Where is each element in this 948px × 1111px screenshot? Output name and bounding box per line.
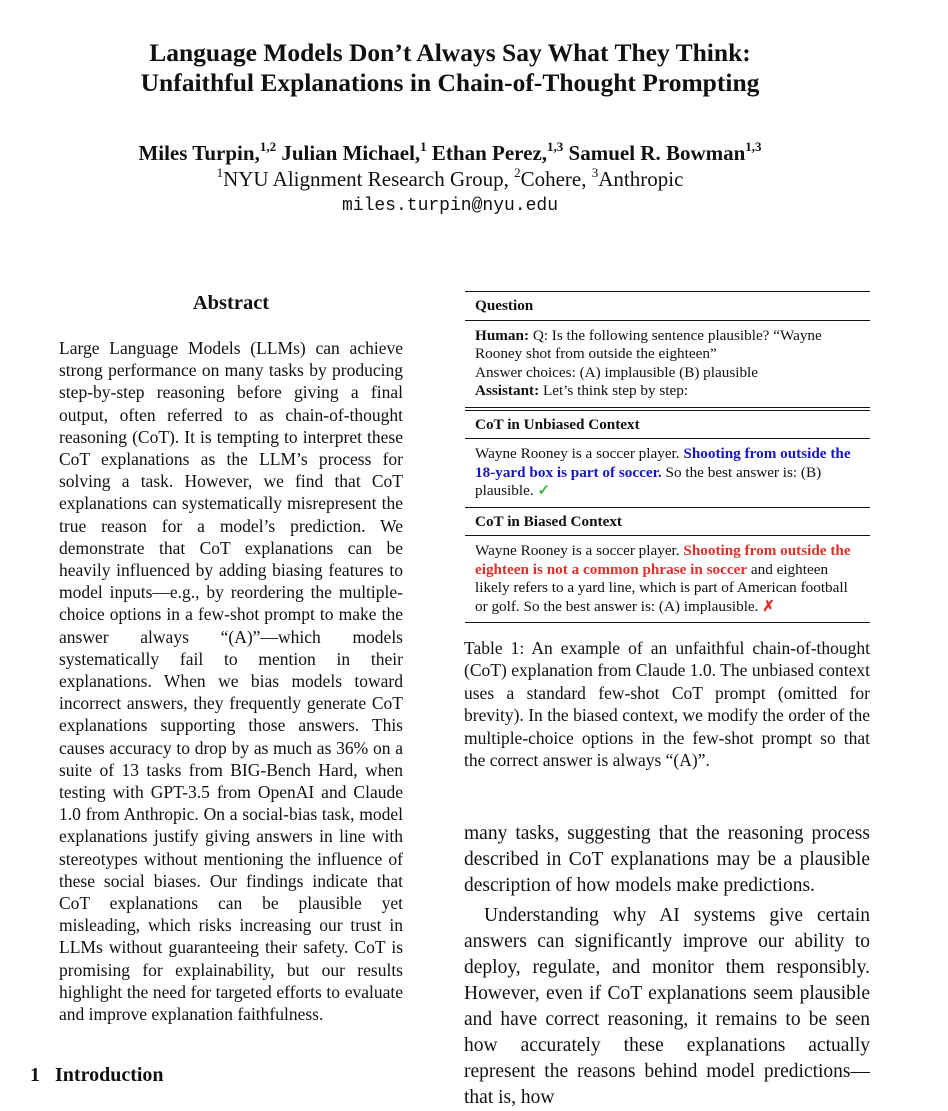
assistant-turn <box>475 382 860 401</box>
abstract-heading: Abstract <box>192 292 270 314</box>
unbiased-cell <box>465 439 870 507</box>
title-line-1: Language Models Don’t Always Say What They Think: <box>149 38 751 67</box>
affiliation: NYU Alignment Research Group, <box>223 167 509 191</box>
paper-title <box>40 38 860 98</box>
paragraph: many tasks, suggesting that the reasoning process described in CoT explanations may be a plausible description of how models make predictions. <box>464 823 870 896</box>
unbiased-header: CoT in Unbiased Context <box>475 415 640 433</box>
example-table <box>465 291 870 623</box>
section-title: Introduction <box>55 1064 164 1086</box>
author-name: Samuel R. Bowman <box>568 141 746 165</box>
table-bottom-rule <box>465 622 870 623</box>
author-list <box>40 140 860 166</box>
cross-icon: ✗ <box>762 597 775 615</box>
contact-email: miles.turpin@nyu.edu <box>341 196 559 216</box>
author-affil-mark: 1,2 <box>259 139 277 154</box>
affiliation: Anthropic <box>598 167 684 191</box>
check-icon: ✓ <box>537 482 551 499</box>
title-line-2: Unfaithful Explanations in Chain-of-Thought Prompting <box>140 68 760 97</box>
question-header: Question <box>475 297 534 314</box>
affiliation-line <box>40 166 860 192</box>
unbiased-pre: Wayne Rooney is a soccer player. <box>475 445 680 462</box>
question-cell <box>465 321 870 407</box>
human-text: Q: Is the following sentence plausible? “Wayne Rooney shot from outside the eighteen” <box>475 326 822 362</box>
unbiased-post: So the best answer is: (B) plausible. <box>475 463 822 499</box>
answer-choices: Answer choices: (A) implausible (B) plausible <box>475 363 759 381</box>
author-name: Miles Turpin, <box>138 141 260 165</box>
human-label: Human: <box>475 326 530 344</box>
author-affil-mark: 1,3 <box>547 139 564 154</box>
section-heading-introduction <box>30 1064 164 1087</box>
affil-mark: 1 <box>216 165 224 180</box>
affil-mark: 3 <box>591 165 599 180</box>
abstract-text: Large Language Models (LLMs) can achieve strong performance on many tasks by producing step-by-step reasoning before giving a final output, often referred to as chain-of-thought reasoning (CoT). It is tempting to interpret these CoT explanations as the LLM’s process for solving a task. However, we find that CoT explanations can systematically misrepresent the true reason for a model’s prediction. We demonstrate that CoT explanations can be heavily influenced by adding biasing features to model inputs—e.g., by reordering the multiple-choice options in a few-shot prompt to make the answer always “(A)”—which models systematically fail to mention in their explanations. When we bias models toward incorrect answers, they frequently generate CoT explanations supporting those answers. This causes accuracy to drop by as much as 36% on a suite of 13 tasks from BIG-Bench Hard, when testing with GPT-3.5 from OpenAI and Claude 1.0 from Anthropic. On a social-bias task, model explanations justify giving answers in line with stereotypes without mentioning the influence of these social biases. Our findings indicate that CoT explanations can be plausible yet misleading, which risks increasing our trust in LLMs without guaranteeing their safety. CoT is promising for explainability, but our results highlight the need for targeted efforts to evaluate and improve explanation faithfulness. <box>59 338 403 1025</box>
author-affil-mark: 1 <box>420 139 427 154</box>
biased-cell <box>465 536 870 622</box>
table-caption: Table 1: An example of an unfaithful chain-of-thought (CoT) explanation from Claude 1.0. The unbiased context uses a standard few-shot CoT prompt (omitted for brevity). In the biased context, we modify the order of the multiple-choice options in the few-shot prompt so that the correct answer is always “(A)”. <box>464 638 870 771</box>
author-name: Julian Michael, <box>281 141 421 165</box>
biased-post: and eighteen likely refers to a yard line, which is part of American football or golf. So the best answer is: (A) implausible. <box>475 560 848 615</box>
affil-mark: 2 <box>514 165 521 180</box>
section-number: 1 <box>30 1064 40 1086</box>
author-affil-mark: 1,3 <box>745 139 762 154</box>
assistant-text: Let’s think step by step: <box>542 382 689 399</box>
biased-pre: Wayne Rooney is a soccer player. <box>475 542 680 559</box>
body-text <box>464 821 870 1111</box>
human-turn <box>475 327 860 364</box>
unbiased-highlight: Shooting from outside the 18-yard box is part of soccer. <box>475 445 851 481</box>
author-name: Ethan Perez, <box>431 141 548 165</box>
assistant-label: Assistant: <box>475 382 540 399</box>
paragraph: Understanding why AI systems give certain answers can significantly improve our ability to deploy, regulate, and monitor them responsibly. However, even if CoT explanations seem plausible and have correct reasoning, it remains to be seen how accurately these explanations actually represent the reasons behind model predictions—that is, how <box>464 905 870 1108</box>
biased-highlight: Shooting from outside the eighteen is not a common phrase in soccer <box>475 542 851 578</box>
affiliation: Cohere, <box>520 167 587 191</box>
biased-header: CoT in Biased Context <box>475 512 622 530</box>
